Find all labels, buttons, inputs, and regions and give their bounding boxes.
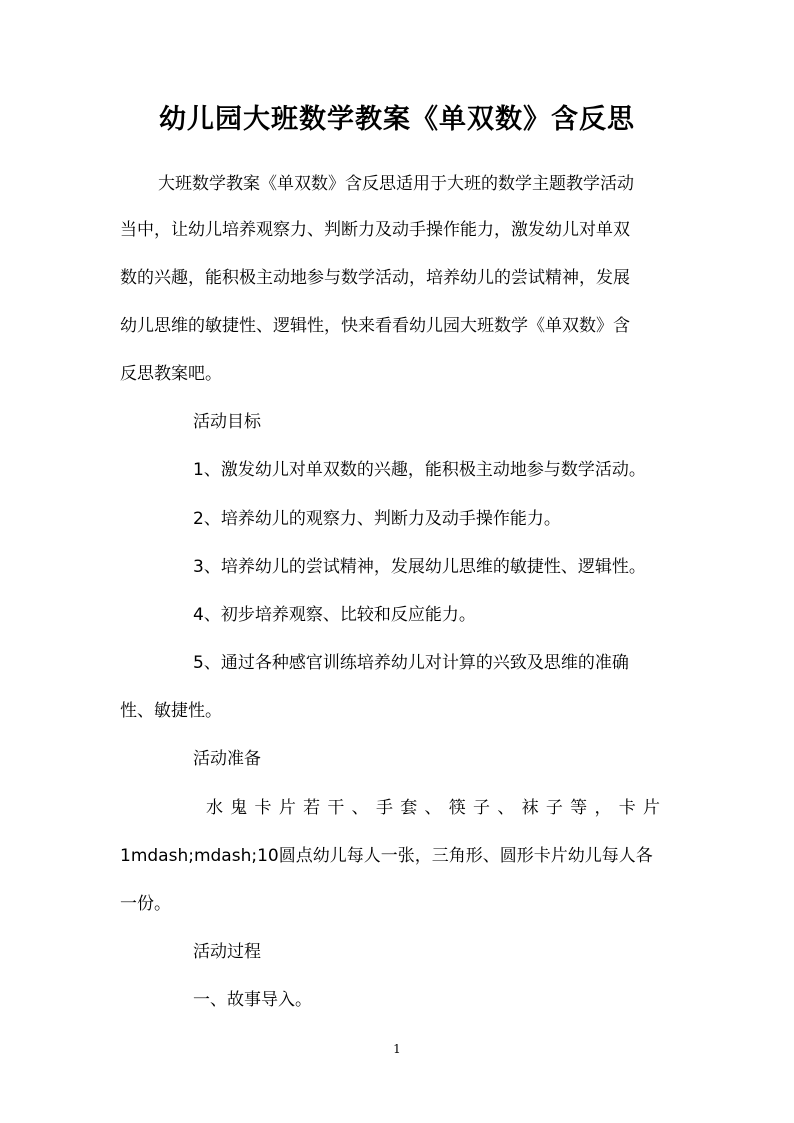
goal-item-3: 3、培养幼儿的尝试精神，发展幼儿思维的敏捷性、逻辑性。 (193, 557, 646, 577)
intro-line-3: 数的兴趣，能积极主动地参与数学活动，培养幼儿的尝试精神，发展 (120, 268, 630, 288)
intro-line-5: 反思教案吧。 (120, 364, 222, 384)
goals-heading: 活动目标 (193, 412, 261, 432)
goal-item-4: 4、初步培养观察、比较和反应能力。 (193, 605, 476, 625)
prep-line-2: 1mdash;mdash;10圆点幼儿每人一张，三角形、圆形卡片幼儿每人各 (120, 846, 653, 866)
page-number: 1 (393, 1042, 401, 1056)
prep-heading: 活动准备 (193, 749, 261, 769)
intro-line-2: 当中，让幼儿培养观察力、判断力及动手操作能力，激发幼儿对单双 (120, 220, 630, 240)
goal-item-5-cont: 性、敏捷性。 (120, 701, 222, 721)
document-title: 幼儿园大班数学教案《单双数》含反思 (159, 104, 635, 135)
process-step-1: 一、故事导入。 (193, 990, 312, 1010)
prep-line-3: 一份。 (120, 894, 171, 914)
prep-line-1: 水鬼卡片若干、手套、筷子、袜子等，卡片 (206, 798, 660, 818)
goal-item-1: 1、激发幼儿对单双数的兴趣，能积极主动地参与数学活动。 (193, 460, 646, 480)
goal-item-2: 2、培养幼儿的观察力、判断力及动手操作能力。 (193, 509, 561, 529)
intro-line-1: 大班数学教案《单双数》含反思适用于大班的数学主题教学活动 (158, 174, 634, 194)
process-heading: 活动过程 (193, 942, 261, 962)
intro-line-4: 幼儿思维的敏捷性、逻辑性，快来看看幼儿园大班数学《单双数》含 (120, 316, 630, 336)
goal-item-5: 5、通过各种感官训练培养幼儿对计算的兴致及思维的准确 (193, 653, 629, 673)
